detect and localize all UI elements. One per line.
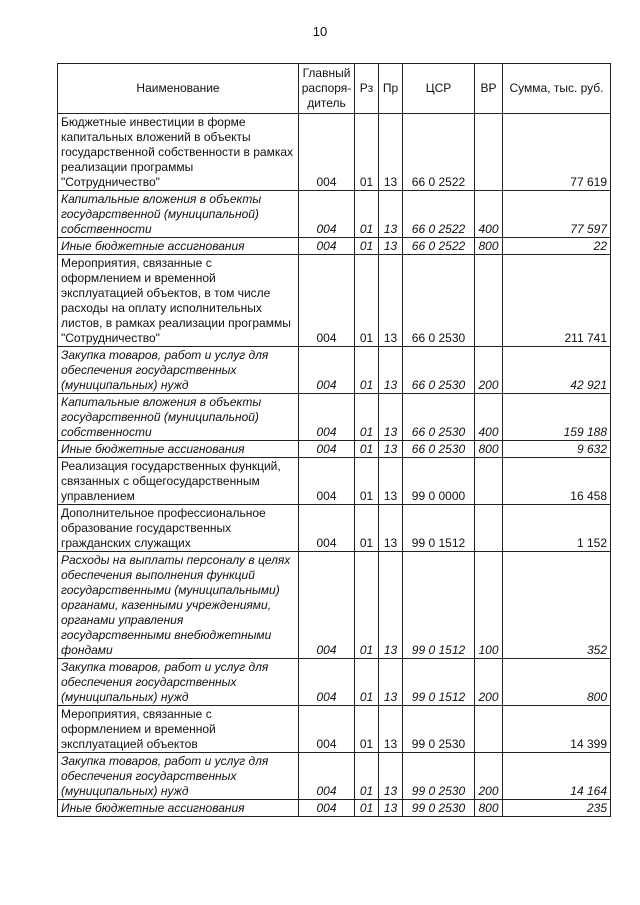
row-csr: 66 0 2522 (403, 114, 475, 191)
table-row (58, 552, 611, 659)
row-vr (475, 706, 503, 753)
row-vr: 800 (475, 441, 503, 458)
table-row (58, 505, 611, 552)
table-row (58, 753, 611, 800)
row-sum: 22 (503, 238, 611, 255)
row-sum: 14 164 (503, 753, 611, 800)
row-pr: 13 (379, 191, 403, 238)
row-rz: 01 (355, 394, 379, 441)
row-name: Бюджетные инвестиции в форме капитальных вложений в объекты государственной собственности в рамках реализации программы "Сотрудничество" (58, 114, 299, 191)
row-vr: 400 (475, 394, 503, 441)
row-rz: 01 (355, 753, 379, 800)
row-rz: 01 (355, 191, 379, 238)
row-csr: 99 0 1512 (403, 505, 475, 552)
row-rz: 01 (355, 347, 379, 394)
row-sum: 352 (503, 552, 611, 659)
row-sum: 77 619 (503, 114, 611, 191)
row-vr (475, 114, 503, 191)
row-name: Мероприятия, связанные с оформлением и временной эксплуатацией объектов (58, 706, 299, 753)
row-csr: 66 0 2530 (403, 441, 475, 458)
table-body (58, 114, 611, 817)
row-name: Мероприятия, связанные с оформлением и временной эксплуатацией объектов, в том числе расходы на оплату исполнительных листов, в рамках реализации программы "Сотрудничество" (58, 255, 299, 347)
row-vr: 800 (475, 238, 503, 255)
row-main-admin: 004 (299, 753, 355, 800)
row-sum: 800 (503, 659, 611, 706)
row-vr: 200 (475, 659, 503, 706)
row-vr (475, 458, 503, 505)
row-rz: 01 (355, 659, 379, 706)
row-main-admin: 004 (299, 800, 355, 817)
row-rz: 01 (355, 552, 379, 659)
row-name: Иные бюджетные ассигнования (58, 800, 299, 817)
row-pr: 13 (379, 505, 403, 552)
table-row (58, 114, 611, 191)
page-number: 10 (312, 24, 328, 39)
row-csr: 66 0 2530 (403, 347, 475, 394)
header-pr: Пр (379, 64, 403, 114)
row-main-admin: 004 (299, 441, 355, 458)
row-rz: 01 (355, 706, 379, 753)
row-name: Закупка товаров, работ и услуг для обеспечения государственных (муниципальных) нужд (58, 347, 299, 394)
row-main-admin: 004 (299, 347, 355, 394)
row-name: Иные бюджетные ассигнования (58, 441, 299, 458)
row-sum: 42 921 (503, 347, 611, 394)
row-vr: 100 (475, 552, 503, 659)
row-rz: 01 (355, 458, 379, 505)
row-main-admin: 004 (299, 552, 355, 659)
row-rz: 01 (355, 505, 379, 552)
header-name: Наименование (58, 64, 299, 114)
table-row (58, 191, 611, 238)
row-rz: 01 (355, 238, 379, 255)
table-row (58, 441, 611, 458)
table-row (58, 347, 611, 394)
row-rz: 01 (355, 441, 379, 458)
row-pr: 13 (379, 441, 403, 458)
row-name: Иные бюджетные ассигнования (58, 238, 299, 255)
row-main-admin: 004 (299, 114, 355, 191)
row-csr: 99 0 1512 (403, 552, 475, 659)
row-main-admin: 004 (299, 191, 355, 238)
row-pr: 13 (379, 706, 403, 753)
row-sum: 159 188 (503, 394, 611, 441)
row-main-admin: 004 (299, 659, 355, 706)
row-sum: 235 (503, 800, 611, 817)
row-csr: 66 0 2530 (403, 255, 475, 347)
row-sum: 1 152 (503, 505, 611, 552)
table-header-row (58, 64, 611, 114)
header-sum: Сумма, тыс. руб. (503, 64, 611, 114)
row-rz: 01 (355, 800, 379, 817)
row-csr: 99 0 2530 (403, 800, 475, 817)
row-pr: 13 (379, 114, 403, 191)
row-sum: 211 741 (503, 255, 611, 347)
row-name: Капитальные вложения в объекты государственной (муниципальной) собственности (58, 191, 299, 238)
row-name: Закупка товаров, работ и услуг для обеспечения государственных (муниципальных) нужд (58, 753, 299, 800)
row-sum: 77 597 (503, 191, 611, 238)
row-name: Дополнительное профессиональное образование государственных гражданских служащих (58, 505, 299, 552)
row-pr: 13 (379, 753, 403, 800)
row-csr: 66 0 2530 (403, 394, 475, 441)
row-main-admin: 004 (299, 505, 355, 552)
row-name: Реализация государственных функций, связанных с общегосударственным управлением (58, 458, 299, 505)
row-csr: 66 0 2522 (403, 238, 475, 255)
header-csr: ЦСР (403, 64, 475, 114)
row-sum: 16 458 (503, 458, 611, 505)
row-main-admin: 004 (299, 706, 355, 753)
row-main-admin: 004 (299, 238, 355, 255)
table-row (58, 800, 611, 817)
table-row (58, 458, 611, 505)
row-csr: 66 0 2522 (403, 191, 475, 238)
row-name: Расходы на выплаты персоналу в целях обеспечения выполнения функций государственными (муниципальными) органами, казенными учреждениями, органами управления государственными внебюджетными фондами (58, 552, 299, 659)
row-main-admin: 004 (299, 255, 355, 347)
row-pr: 13 (379, 347, 403, 394)
row-csr: 99 0 2530 (403, 753, 475, 800)
row-name: Капитальные вложения в объекты государственной (муниципальной) собственности (58, 394, 299, 441)
row-vr (475, 505, 503, 552)
row-vr: 200 (475, 347, 503, 394)
row-csr: 99 0 1512 (403, 659, 475, 706)
row-vr: 200 (475, 753, 503, 800)
row-vr (475, 255, 503, 347)
table-row (58, 659, 611, 706)
row-pr: 13 (379, 800, 403, 817)
row-main-admin: 004 (299, 394, 355, 441)
row-sum: 9 632 (503, 441, 611, 458)
row-vr: 800 (475, 800, 503, 817)
budget-table (57, 63, 611, 817)
row-vr: 400 (475, 191, 503, 238)
table-row (58, 394, 611, 441)
table-row (58, 238, 611, 255)
header-vr: ВР (475, 64, 503, 114)
header-main-admin: Главный распоря-дитель (299, 64, 355, 114)
row-pr: 13 (379, 394, 403, 441)
row-pr: 13 (379, 552, 403, 659)
table-row (58, 706, 611, 753)
header-rz: Рз (355, 64, 379, 114)
row-pr: 13 (379, 458, 403, 505)
row-pr: 13 (379, 238, 403, 255)
row-pr: 13 (379, 255, 403, 347)
row-rz: 01 (355, 255, 379, 347)
row-csr: 99 0 0000 (403, 458, 475, 505)
row-pr: 13 (379, 659, 403, 706)
row-csr: 99 0 2530 (403, 706, 475, 753)
row-sum: 14 399 (503, 706, 611, 753)
row-rz: 01 (355, 114, 379, 191)
table-row (58, 255, 611, 347)
row-name: Закупка товаров, работ и услуг для обеспечения государственных (муниципальных) нужд (58, 659, 299, 706)
row-main-admin: 004 (299, 458, 355, 505)
